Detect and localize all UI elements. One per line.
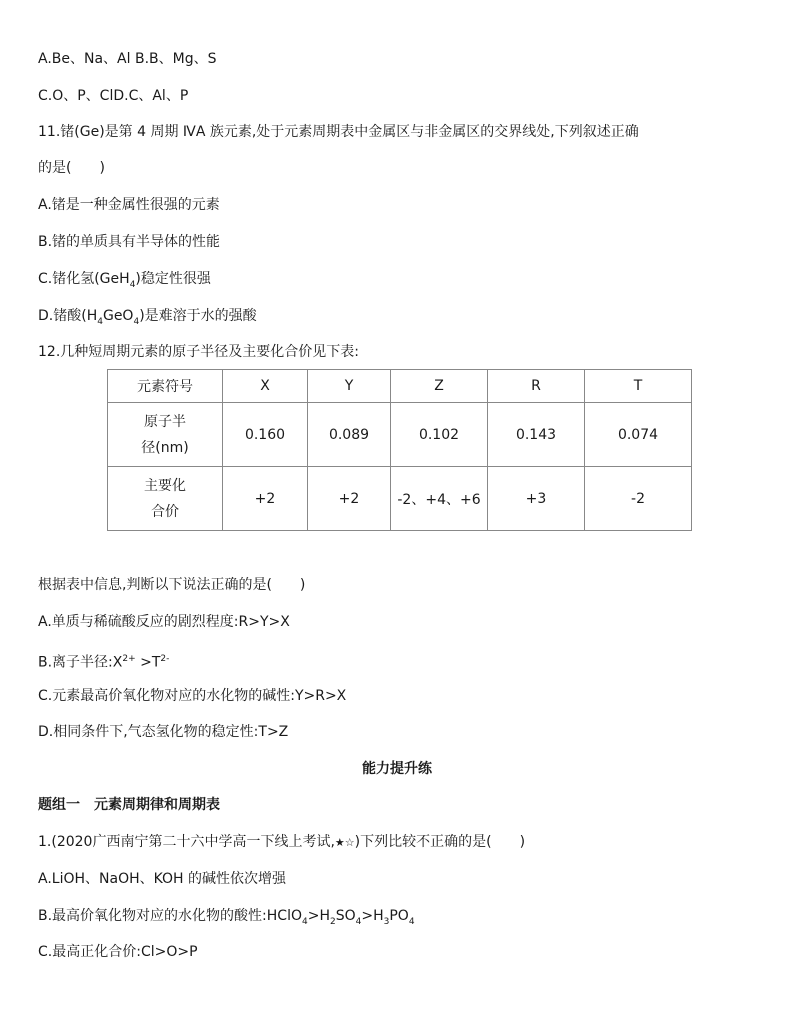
table-cell: 0.074 <box>585 403 692 467</box>
q11-option-a: A.锗是一种金属性很强的元素 <box>38 197 220 213</box>
table-row <box>108 467 692 531</box>
table-row-label: 原子半 径(nm) <box>108 403 223 467</box>
q12-option-d: D.相同条件下,气态氢化物的稳定性:T>Z <box>38 724 289 740</box>
q12-option-a: A.单质与稀硫酸反应的剧烈程度:R>Y>X <box>38 614 290 630</box>
difficulty-star-icon: ★☆ <box>334 836 355 849</box>
p1-stem: 1.(2020广西南宁第二十六中学高一下线上考试,★☆)下列比较不正确的是( ) <box>38 834 526 850</box>
q12-option-b: B.离子半径$:X^{2+} >T^{2-}$ <box>38 654 170 671</box>
table-header-row <box>108 370 692 403</box>
table-header-cell: Z <box>391 370 488 403</box>
table-header-cell: Y <box>308 370 391 403</box>
table-cell: 0.102 <box>391 403 488 467</box>
q11-option-c: C.锗化氢(GeH$_4$)稳定性很强 <box>38 271 211 290</box>
p1-option-a: A.LiOH、NaOH、KOH 的碱性依次增强 <box>38 871 287 887</box>
table-header-cell: 元素符号 <box>108 370 223 403</box>
q12-stem: 12.几种短周期元素的原子半径及主要化合价见下表: <box>38 344 359 360</box>
p1-option-c: C.最高正化合价:Cl>O>P <box>38 944 198 960</box>
q11-stem-line2: 的是( ) <box>38 160 105 176</box>
q11-option-d: D.锗酸$(H_4GeO_4)$是难溶于水的强酸 <box>38 308 257 327</box>
q11-option-b: B.锗的单质具有半导体的性能 <box>38 234 221 250</box>
p1-option-b: B.最高价氧化物对应的水化物的酸性$:HClO_4>H_2SO_4>H_3PO_4$ <box>38 908 415 927</box>
table-row <box>108 403 692 467</box>
q10-options-ab: A.Be、Na、Al B.B、Mg、S <box>38 51 217 67</box>
question-group-heading: 题组一 元素周期律和周期表 <box>38 797 220 813</box>
element-data-table <box>107 369 692 531</box>
table-header-cell: R <box>488 370 585 403</box>
table-header-cell: T <box>585 370 692 403</box>
table-cell: 0.089 <box>308 403 391 467</box>
table-cell: 0.143 <box>488 403 585 467</box>
table-cell: +3 <box>488 467 585 531</box>
table-row-label: 主要化 合价 <box>108 467 223 531</box>
q11-stem-line1: 11.锗(Ge)是第 4 周期 ⅣA 族元素,处于元素周期表中金属区与非金属区的交界线处,下列叙述正确 <box>38 124 639 140</box>
table-cell: -2、+4、+6 <box>391 467 488 531</box>
table-cell: 0.160 <box>223 403 308 467</box>
table-cell: +2 <box>223 467 308 531</box>
q10-options-cd: C.O、P、ClD.C、Al、P <box>38 88 189 104</box>
table-header-cell: X <box>223 370 308 403</box>
q12-question: 根据表中信息,判断以下说法正确的是( ) <box>38 577 306 593</box>
table-cell: -2 <box>585 467 692 531</box>
table-cell: +2 <box>308 467 391 531</box>
q12-option-c: C.元素最高价氧化物对应的水化物的碱性:Y>R>X <box>38 688 347 704</box>
section-title: 能力提升练 <box>362 761 432 777</box>
